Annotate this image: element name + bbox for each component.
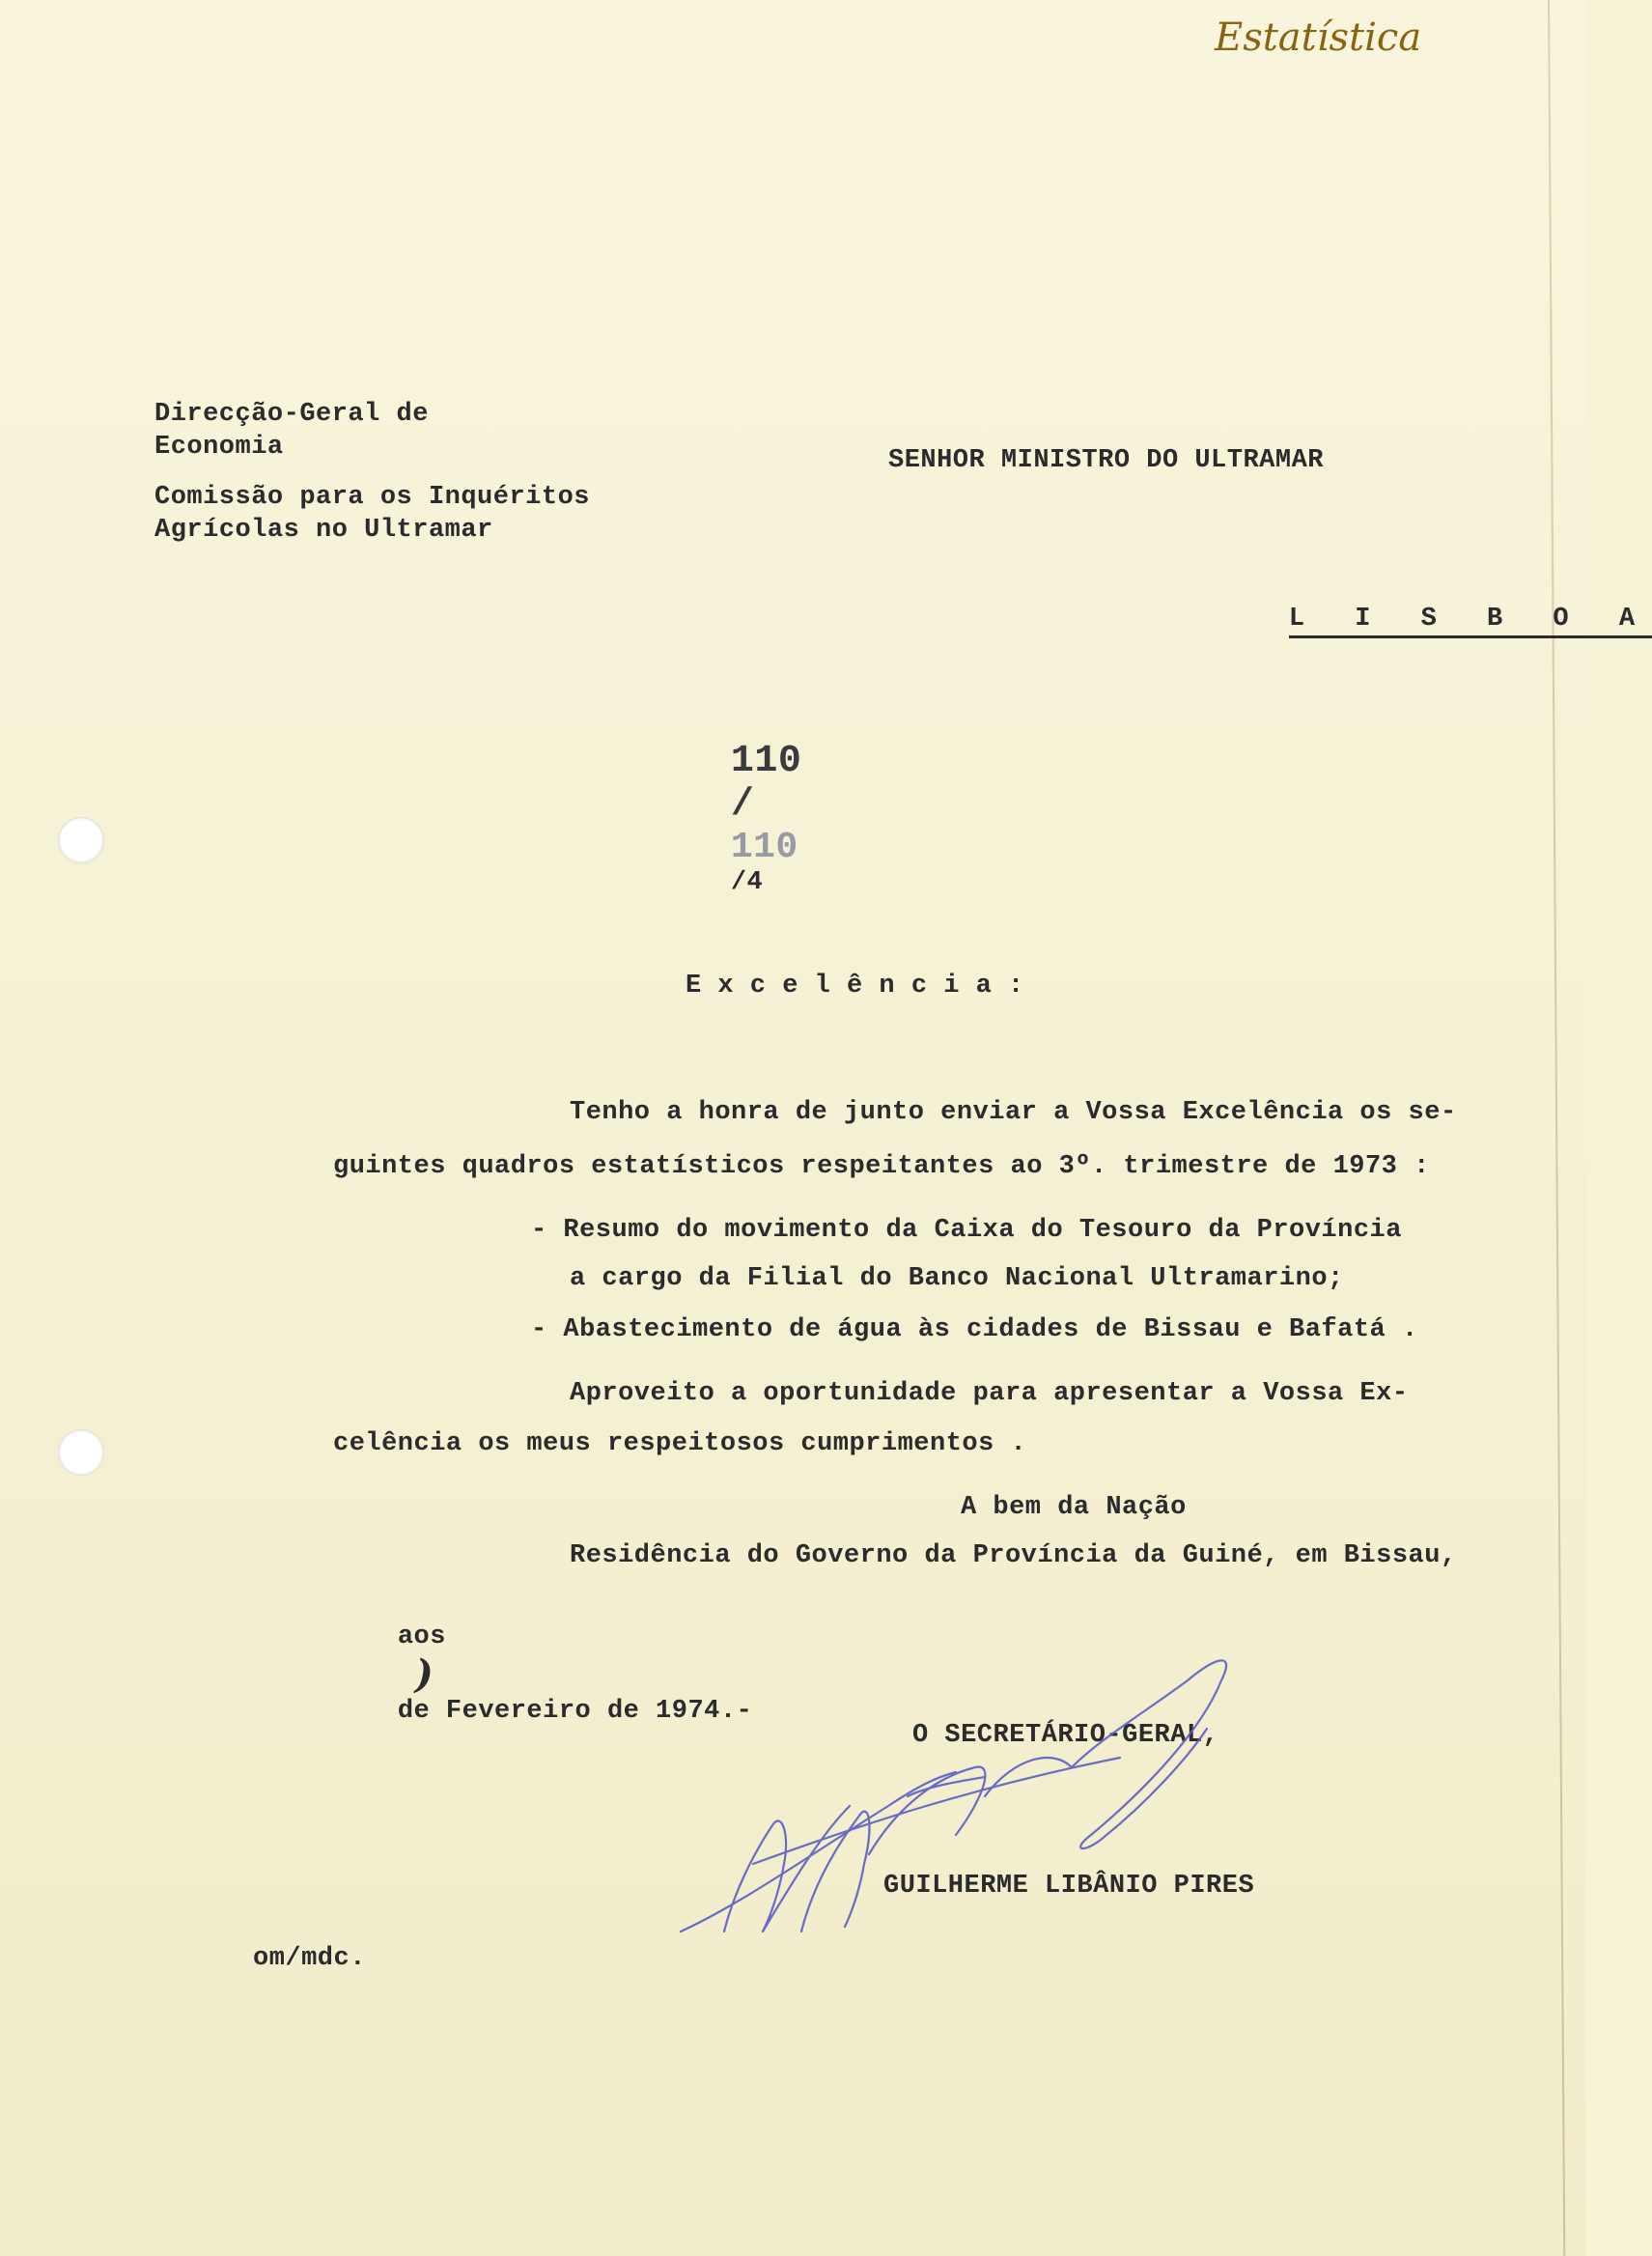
paper-edge-line [1548,0,1565,2256]
handwritten-tag: Estatística [1215,15,1422,60]
sender-line-4: Agrícolas no Ultramar [154,516,493,545]
recipient-city: L I S B O A [1289,605,1652,638]
typist-initials: om/mdc. [253,1944,366,1973]
day-handwritten: ) [414,1651,434,1697]
closing-place: Residência do Governo da Província da Guiné, em Bissau, [570,1541,1457,1570]
recipient-title: SENHOR MINISTRO DO ULTRAMAR [888,446,1324,475]
sender-line-1: Direcção-Geral de [154,400,429,429]
recipient-city-wrap [1157,576,1652,663]
body-paragraph-2-line-1: Aproveito a oportunidade para apresentar a Vossa Ex- [570,1379,1409,1408]
body-paragraph-2-line-2: celência os meus respeitosos cumprimentos . [333,1429,1027,1458]
signatory-role: O SECRETÁRIO-GERAL, [912,1721,1219,1750]
date-prefix: aos [397,1622,446,1651]
reference-number-block [666,711,801,926]
handwritten-signature [666,1642,1400,1960]
list-item-1-line-1: - Resumo do movimento da Caixa do Tesouro da Província [531,1216,1402,1245]
reference-suffix: /4 [730,868,764,897]
sender-line-2: Economia [154,433,284,462]
list-item-2: - Abastecimento de água às cidades de Bissau e Bafatá . [531,1315,1418,1344]
body-paragraph-1-line-1: Tenho a honra de junto enviar a Vossa Excelência os se- [570,1098,1457,1127]
reference-separator: / [730,783,755,827]
punch-hole [58,817,104,863]
reference-stamp: 110 [730,827,798,868]
signatory-name: GUILHERME LIBÂNIO PIRES [883,1872,1255,1901]
list-item-1-line-2: a cargo da Filial do Banco Nacional Ultramarino; [570,1264,1344,1293]
closing-motto: A bem da Nação [961,1493,1187,1522]
reference-number: 110 [730,740,802,783]
date-suffix: de Fevereiro de 1974.- [397,1697,753,1726]
body-paragraph-1-line-2: guintes quadros estatísticos respeitantes ao 3º. trimestre de 1973 : [333,1152,1430,1181]
salutation: E x c e l ê n c i a : [686,972,1024,1001]
sender-line-3: Comissão para os Inquéritos [154,483,590,512]
punch-hole [58,1429,104,1476]
